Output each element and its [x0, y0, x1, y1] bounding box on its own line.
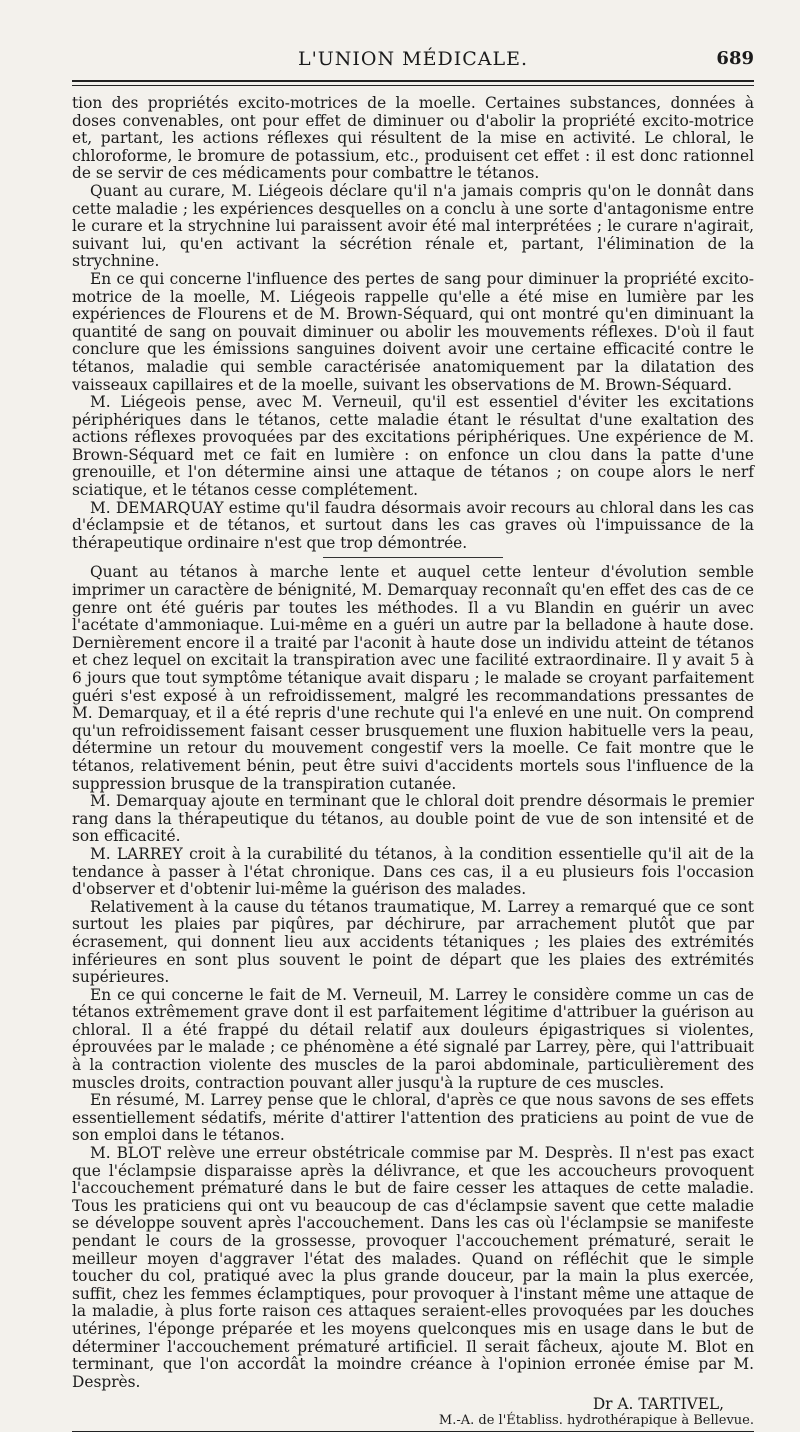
author-affiliation: M.-A. de l'Établiss. hydrothérapique à Bellevue. [438, 1413, 754, 1429]
paragraph: En ce qui concerne l'influence des pertes de sang pour diminuer la propriété excito-motrice de la moelle, M. Liégeois rappelle qu'elle a été mise en lumière par les expériences de Flourens et de M. Brown-Séquard, qui ont montré qu'en diminuant la quantité de sang on pouvait diminuer ou abolir les mouvements réflexes. D'où il faut conclure que les émissions sanguines doivent avoir une certaine efficacité contre le tétanos, maladie qui semble caractérisée anatomiquement par la dilatation des vaisseaux capillaires et de la moelle, suivant les observations de M. Brown-Séquard. [72, 269, 754, 394]
section-divider [323, 557, 503, 558]
header-rule-thin [72, 85, 754, 86]
page-header [72, 48, 754, 76]
paragraph: En résumé, M. Larrey pense que le chloral, d'après ce que nous savons de ses effets essentiellement sédatifs, mérite d'attirer l'attention des praticiens au point de vue de son emploi dans le tétanos. [72, 1091, 754, 1145]
header-rule-thick [72, 80, 754, 82]
page-number: 689 [716, 48, 754, 69]
paragraph: Quant au curare, M. Liégeois déclare qu'il n'a jamais compris qu'on le donnât dans cette maladie ; les expériences desquelles on a conclu à une sorte d'antagonisme entre le curare et la strychnine lui paraissent avoir été mal interprétées ; le curare n'agirait, suivant lui, qu'en activant la sécrétion rénale et, partant, l'élimination de la strychnine. [72, 181, 754, 271]
paragraph: M. Liégeois pense, avec M. Verneuil, qu'il est essentiel d'éviter les excitations périphériques dans le tétanos, cette maladie étant le résultat d'une exaltation des actions réflexes provoquées par des excitations périphériques. Une expérience de M. Brown-Séquard met ce fait en lumière : on enfonce un clou dans la patte d'une grenouille, et l'on détermine ainsi une attaque de tétanos ; on coupe alors le nerf sciatique, et le tétanos cesse complétement. [72, 393, 754, 500]
paragraph: En ce qui concerne le fait de M. Verneuil, M. Larrey le considère comme un cas de tétanos extrêmement grave dont il est parfaitement légitime d'attribuer la guérison au chloral. Il a été frappé du détail relatif aux douleurs épigastriques si violentes, éprouvées par le malade ; ce phénomène a été signalé par Larrey, père, qui l'attribuait à la contraction violente des muscles de la paroi abdominale, particulièrement des muscles droits, contraction pouvant aller jusqu'à la rupture de ces muscles. [72, 985, 754, 1092]
paragraph: Relativement à la cause du tétanos traumatique, M. Larrey a remarqué que ce sont surtout les plaies par piqûres, par déchirure, par arrachement plutôt que par écrasement, qui donnent lieu aux accidents tétaniques ; les plaies des extrémités inférieures en sont plus souvent le point de départ que les plaies des extrémités supérieures. [72, 897, 754, 987]
running-title: L'UNION MÉDICALE. [297, 48, 529, 70]
article-body [72, 95, 754, 1432]
author-signature: Dr A. TARTIVEL, [592, 1395, 724, 1414]
paragraph: M. LARREY croit à la curabilité du tétanos, à la condition essentielle qu'il ait de la tendance à passer à l'état chronique. Dans ces cas, il a eu plusieurs fois l'occasion d'observer et d'obtenir lui-même la guérison des malades. [72, 844, 754, 899]
paragraph: Quant au tétanos à marche lente et auquel cette lenteur d'évolution semble imprimer un caractère de bénignité, M. Demarquay reconnaît qu'en effet des cas de ce genre ont été guéris par toutes les méthodes. Il a vu Blandin en guérir un avec l'acétate d'ammoniaque. Lui-même en a guéri un autre par la belladone à haute dose. Dernièrement encore il a traité par l'aconit à haute dose un individu atteint de tétanos et chez lequel on excitait la transpiration avec une facilité extraordinaire. Il y avait 5 à 6 jours que tout symptôme tétanique avait disparu ; le malade se croyant parfaitement guéri s'est exposé à un refroidissement, malgré les recommandations pressantes de M. Demarquay, et il a été repris d'une rechute qui l'a enlevé en une nuit. On comprend qu'un refroidissement faisant cesser brusquement une fluxion habituelle vers la peau, détermine un retour du mouvement congestif vers la moelle. Ce fait montre que le tétanos, relativement bénin, peut être suivi d'accidents mortels sous l'influence de la suppression brusque de la transpiration cutanée. [72, 563, 754, 793]
paragraph: M. Demarquay ajoute en terminant que le chloral doit prendre désormais le premier rang dans la thérapeutique du tétanos, au double point de vue de son intensité et de son efficacité. [72, 792, 754, 846]
paragraph: M. DEMARQUAY estime qu'il faudra désormais avoir recours au chloral dans les cas d'éclampsie et de tétanos, et surtout dans les cas graves où l'impuissance de la thérapeutique ordinaire n'est que trop démontrée. [72, 498, 754, 552]
paragraph: tion des propriétés excito-motrices de la moelle. Certaines substances, données à doses convenables, ont pour effet de diminuer ou d'abolir la propriété excito-motrice et, partant, les actions réflexes qui résultent de la mise en activité. Le chloral, le chloroforme, le bromure de potassium, etc., produisent cet effet : il est donc rationnel de se servir de ces médicaments pour combattre le tétanos. [72, 94, 754, 183]
paragraph: M. BLOT relève une erreur obstétricale commise par M. Desprès. Il n'est pas exact que l'éclampsie disparaisse après la délivrance, et que les accoucheurs provoquent l'accouchement prématuré dans le but de faire cesser les attaques de cette maladie. Tous les praticiens qui ont vu beaucoup de cas d'éclampsie savent que cette maladie se développe souvent après l'accouchement. Dans les cas où l'éclampsie se manifeste pendant le cours de la grossesse, provoquer l'accouchement prématuré, serait le meilleur moyen d'aggraver l'état des malades. Quand on réfléchit que le simple toucher du col, pratiqué avec la plus grande douceur, par la main la plus exercée, suffit, chez les femmes éclamptiques, pour provoquer à l'instant même une attaque de la maladie, à plus forte raison ces attaques seraient-elles provoquées par les douches utérines, l'éponge préparée et les moyens quelconques mis en usage dans le but de déterminer l'accouchement prématuré artificiel. Il serait fâcheux, ajoute M. Blot en terminant, que l'on accordât la moindre créance à l'opinion erronée émise par M. Desprès. [72, 1144, 754, 1391]
